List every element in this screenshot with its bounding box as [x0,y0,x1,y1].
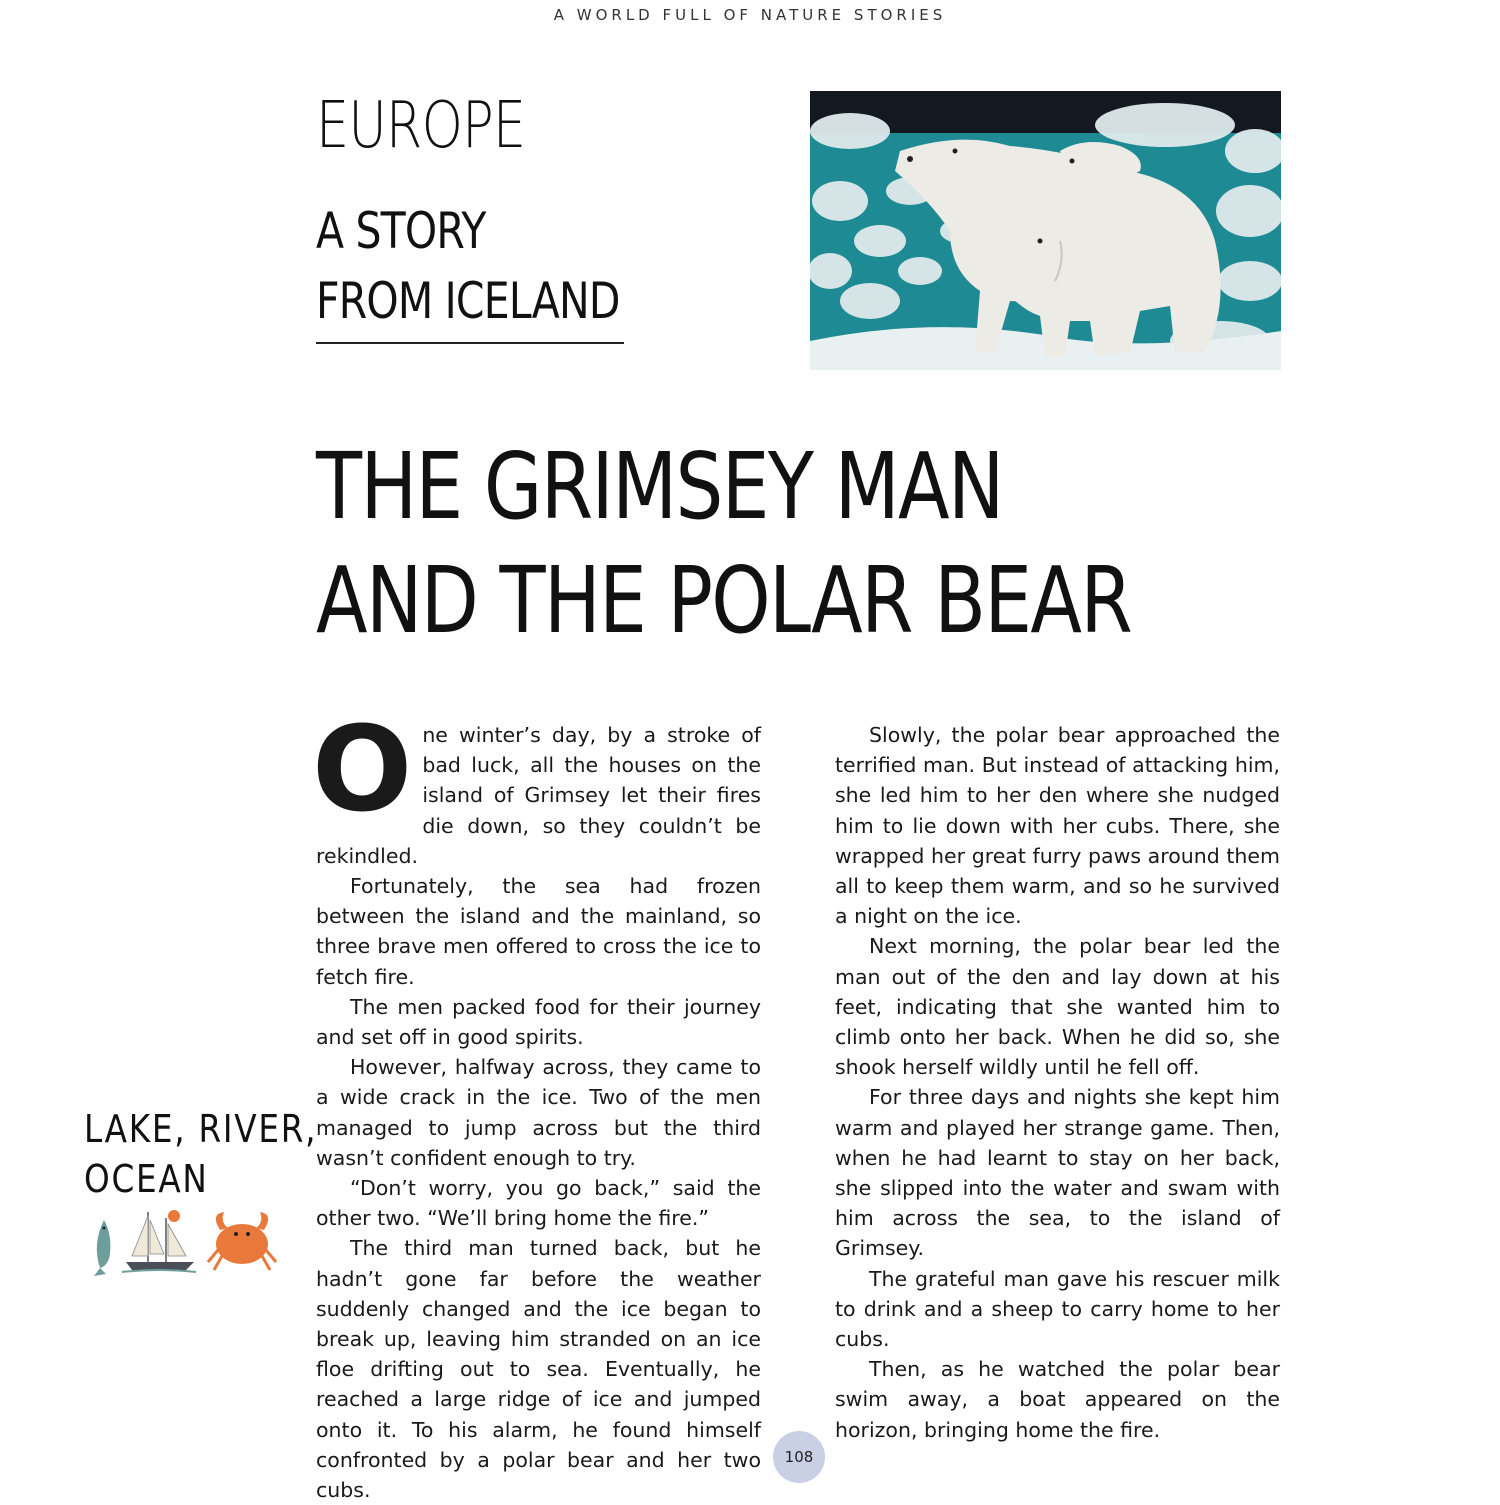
crab-icon [208,1212,276,1270]
story-title [316,430,1131,658]
story-title-line-2: AND THE POLAR BEAR [316,547,1132,654]
fish-icon [94,1220,110,1276]
sailing-ship-icon [122,1210,196,1272]
habitat-label-line-2: OCEAN [84,1157,209,1201]
story-paragraph-text: ne winter’s day, by a stroke of bad luck, all the houses on the island of Grimsey let their fires die down, so they couldn’t be rekindled. [316,723,761,868]
story-paragraph: Next morning, the polar bear led the man out of the den and lay down at his feet, indicating that she wanted him to climb onto her back. When he did so, she shook herself wildly until he fell off. [835,934,1280,1080]
story-paragraph: The third man turned back, but he hadn’t gone far before the weather suddenly changed and the ice began to break up, leaving him stranded on an ice floe drifting out to sea. Eventually, he reached a large ridge of ice and jumped onto it. To his alarm, he found himself confronted by a polar bear and her two cubs. [316,1236,761,1503]
story-paragraph: The men packed food for their journey and set off in good spirits. [316,994,761,1050]
story-title-line-1: THE GRIMSEY MAN [316,433,1003,540]
story-paragraph: Then, as he watched the polar bear swim away, a boat appeared on the horizon, bringing home the fire. [835,1357,1280,1442]
story-paragraph: Fortunately, the sea had frozen between the island and the mainland, so three brave men offered to cross the ice to fetch fire. [316,874,761,989]
story-column-left [312,700,761,1505]
region-title: EUROPE [316,89,526,163]
story-paragraph: Slowly, the polar bear approached the terrified man. But instead of attacking him, she led him to her den where she nudged him to lie down with her cubs. There, she wrapped her great furry paws around them all to keep them warm, and so he survived a night on the ice. [835,723,1280,929]
story-paragraph: The grateful man gave his rescuer milk to drink and a sheep to carry home to her cubs. [835,1266,1280,1352]
subtitle-underline [316,342,624,344]
story-paragraph: “Don’t worry, you go back,” said the other two. “We’ll bring home the fire.” [316,1176,761,1231]
habitat-icons [86,1204,286,1284]
drop-cap: O [312,700,413,838]
running-head: A WORLD FULL OF NATURE STORIES [553,6,947,24]
story-paragraph [312,700,761,871]
story-paragraph: For three days and nights she kept him warm and played her strange game. Then, when he had learnt to stay on her back, she slipped into the water and swam with him across the sea, to the island of Grimsey. [835,1085,1280,1261]
story-column-right [835,720,1280,1445]
story-origin-line-2: FROM ICELAND [316,272,620,330]
polar-bear-illustration [810,91,1281,370]
story-origin-line-1: A STORY [316,202,486,260]
story-origin [316,196,620,336]
story-paragraph: However, halfway across, they came to a wide crack in the ice. Two of the men managed to jump across but the third wasn’t confident enough to try. [316,1055,761,1170]
page-number: 108 [773,1431,825,1483]
habitat-label-line-1: LAKE, RIVER, [84,1107,318,1151]
habitat-label [84,1104,317,1204]
